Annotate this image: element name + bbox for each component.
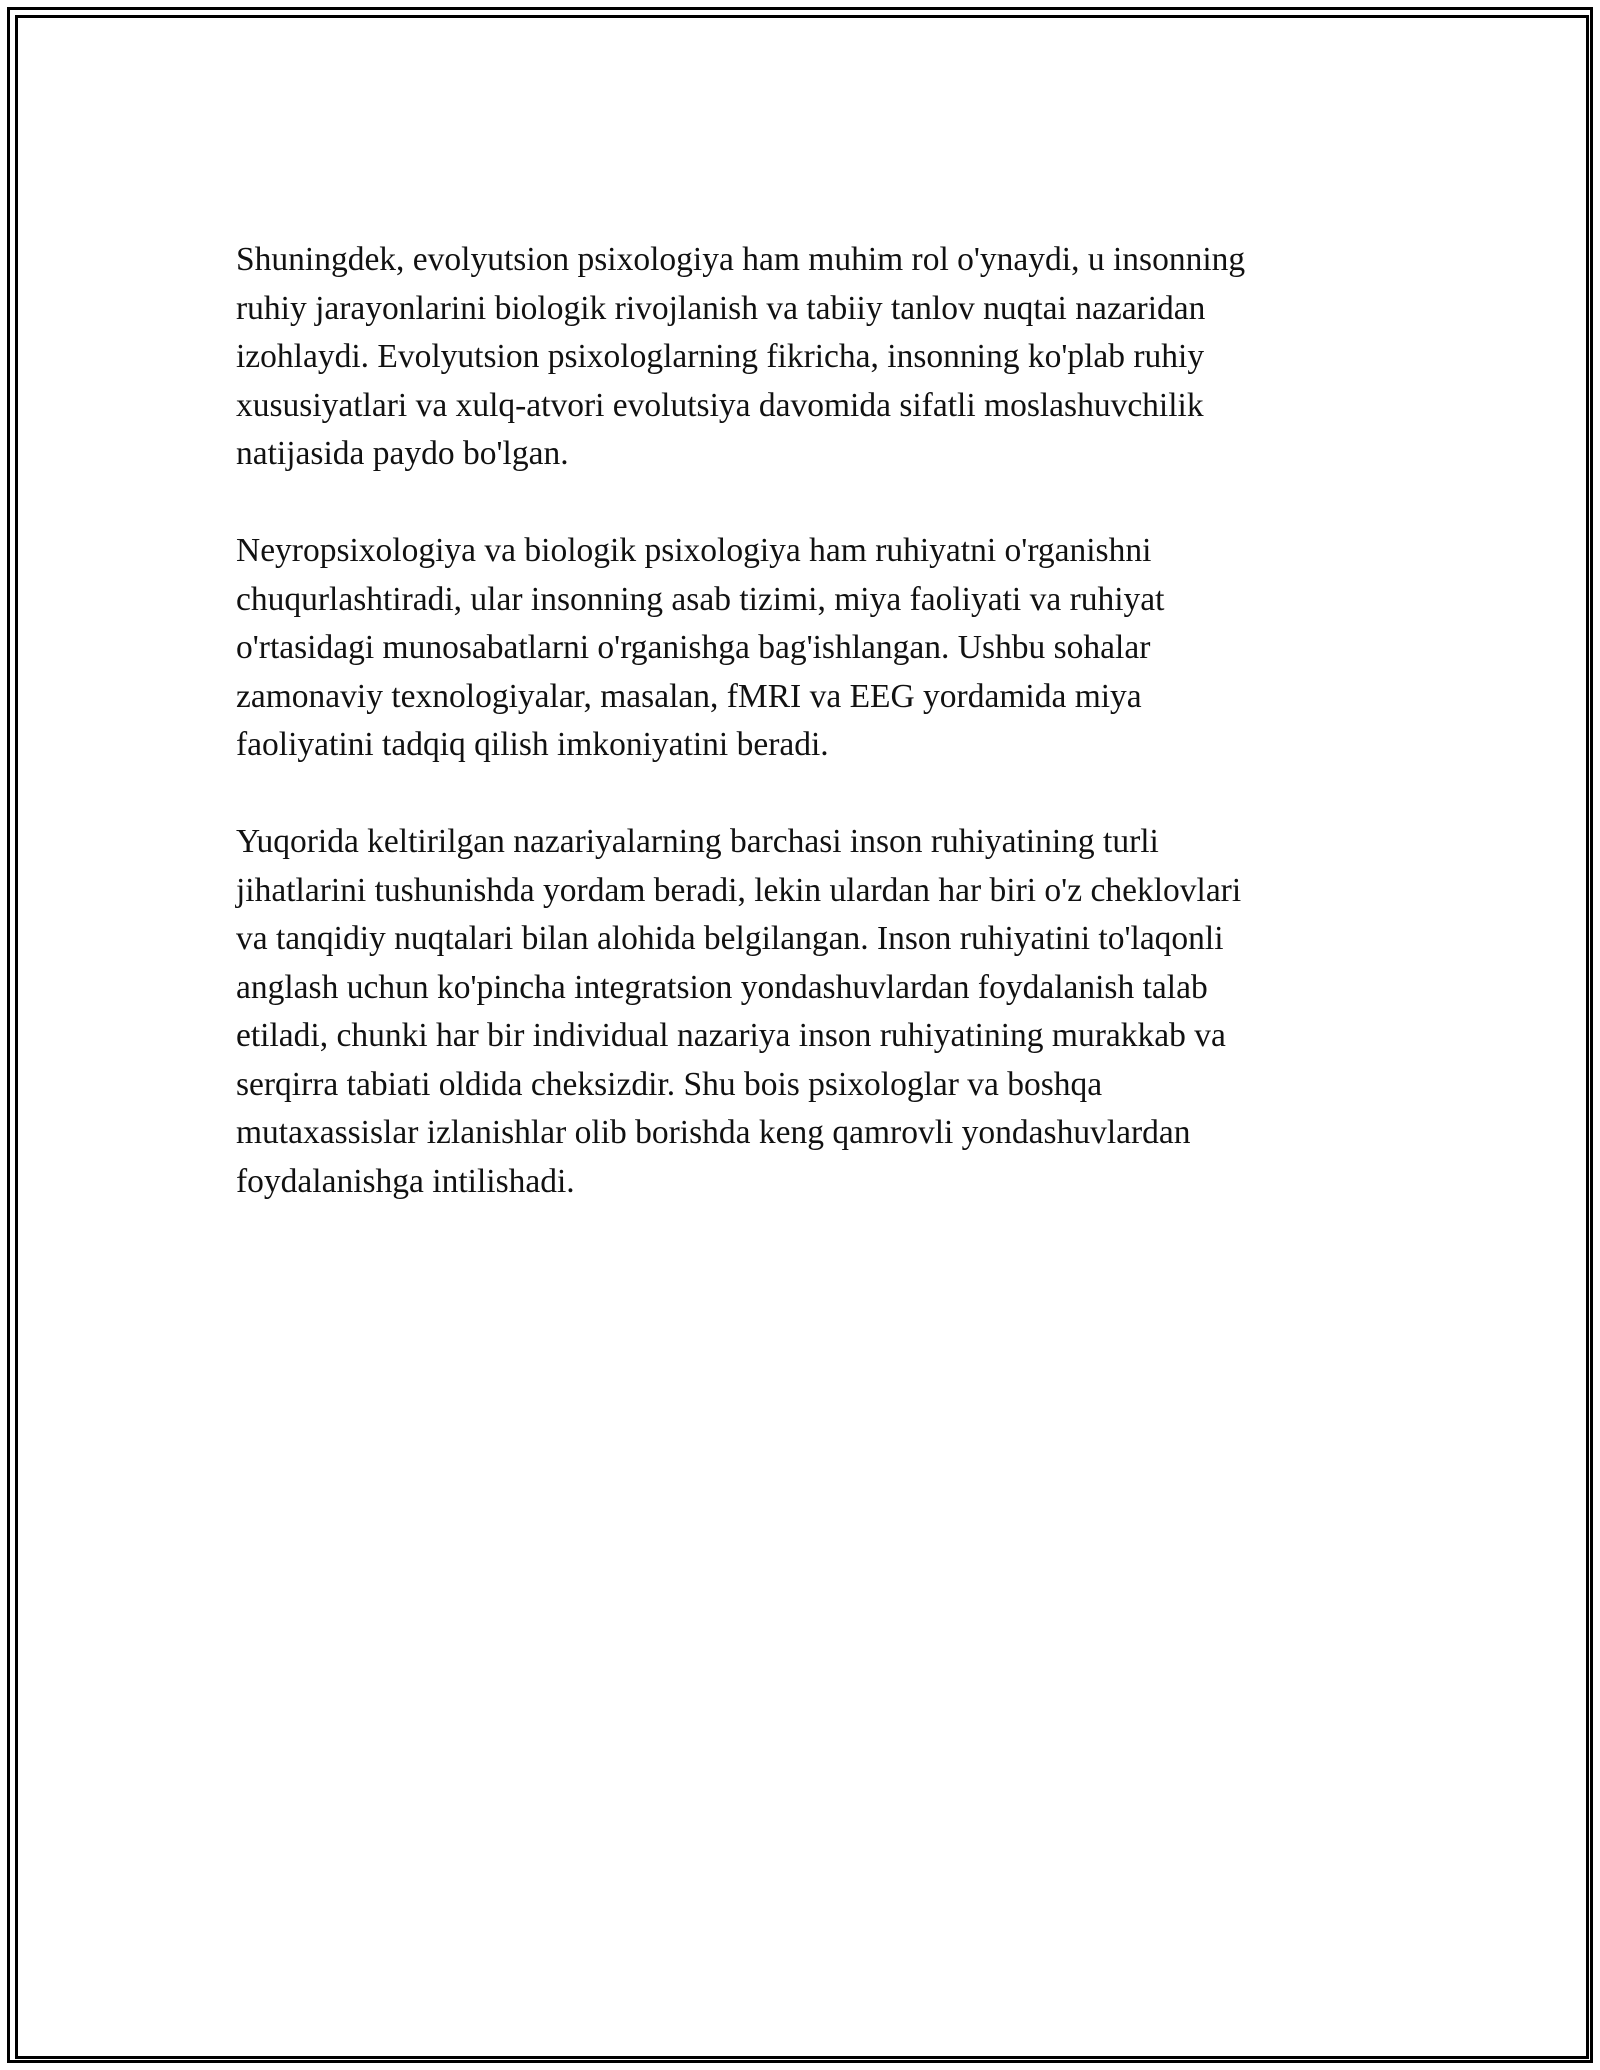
text-line: va tanqidiy nuqtalari bilan alohida belgilangan. Inson ruhiyatini to'laqonli (236, 920, 1224, 957)
text-line: Neyropsixologiya va biologik psixologiya ham ruhiyatni o'rganishni (236, 532, 1152, 569)
text-line: o'rtasidagi munosabatlarni o'rganishga bag'ishlangan. Ushbu sohalar (236, 629, 1151, 666)
text-line: foydalanishga intilishadi. (236, 1162, 575, 1200)
text-line: anglash uchun ko'pincha integratsion yondashuvlardan foydalanish talab (236, 968, 1208, 1006)
text-line: ruhiy jarayonlarini biologik rivojlanish va tabiiy tanlov nuqtai nazaridan (236, 289, 1206, 327)
paragraph-neuropsychology (236, 527, 1366, 770)
text-line: Yuqorida keltirilgan nazariyalarning barchasi inson ruhiyatining turli (236, 823, 1159, 860)
text-line: serqirra tabiati oldida cheksizdir. Shu bois psixologlar va boshqa (236, 1065, 1103, 1103)
paragraph-evolutionary-psychology (236, 236, 1366, 479)
paragraph-integrative-approaches (236, 818, 1366, 1206)
text-line: xususiyatlari va xulq-atvori evolutsiya davomida sifatli moslashuvchilik (236, 386, 1204, 424)
text-line: izohlaydi. Evolyutsion psixologlarning fikricha, insonning ko'plab ruhiy (236, 338, 1205, 375)
text-line: Shuningdek, evolyutsion psixologiya ham muhim rol o'ynaydi, u insonning (236, 241, 1246, 278)
text-line: natijasida paydo bo'lgan. (236, 435, 569, 472)
text-line: faoliyatini tadqiq qilish imkoniyatini beradi. (236, 726, 829, 763)
text-line: jihatlarini tushunishda yordam beradi, lekin ulardan har biri o'z cheklovlari (236, 871, 1242, 909)
text-line: etiladi, chunki har bir individual nazariya inson ruhiyatining murakkab va (236, 1017, 1226, 1054)
text-line: zamonaviy texnologiyalar, masalan, fMRI va EEG yordamida miya (236, 677, 1142, 715)
text-line: chuqurlashtiradi, ular insonning asab tizimi, miya faoliyati va ruhiyat (236, 580, 1165, 618)
document-body (236, 236, 1366, 1255)
text-line: mutaxassislar izlanishlar olib borishda keng qamrovli yondashuvlardan (236, 1114, 1191, 1151)
